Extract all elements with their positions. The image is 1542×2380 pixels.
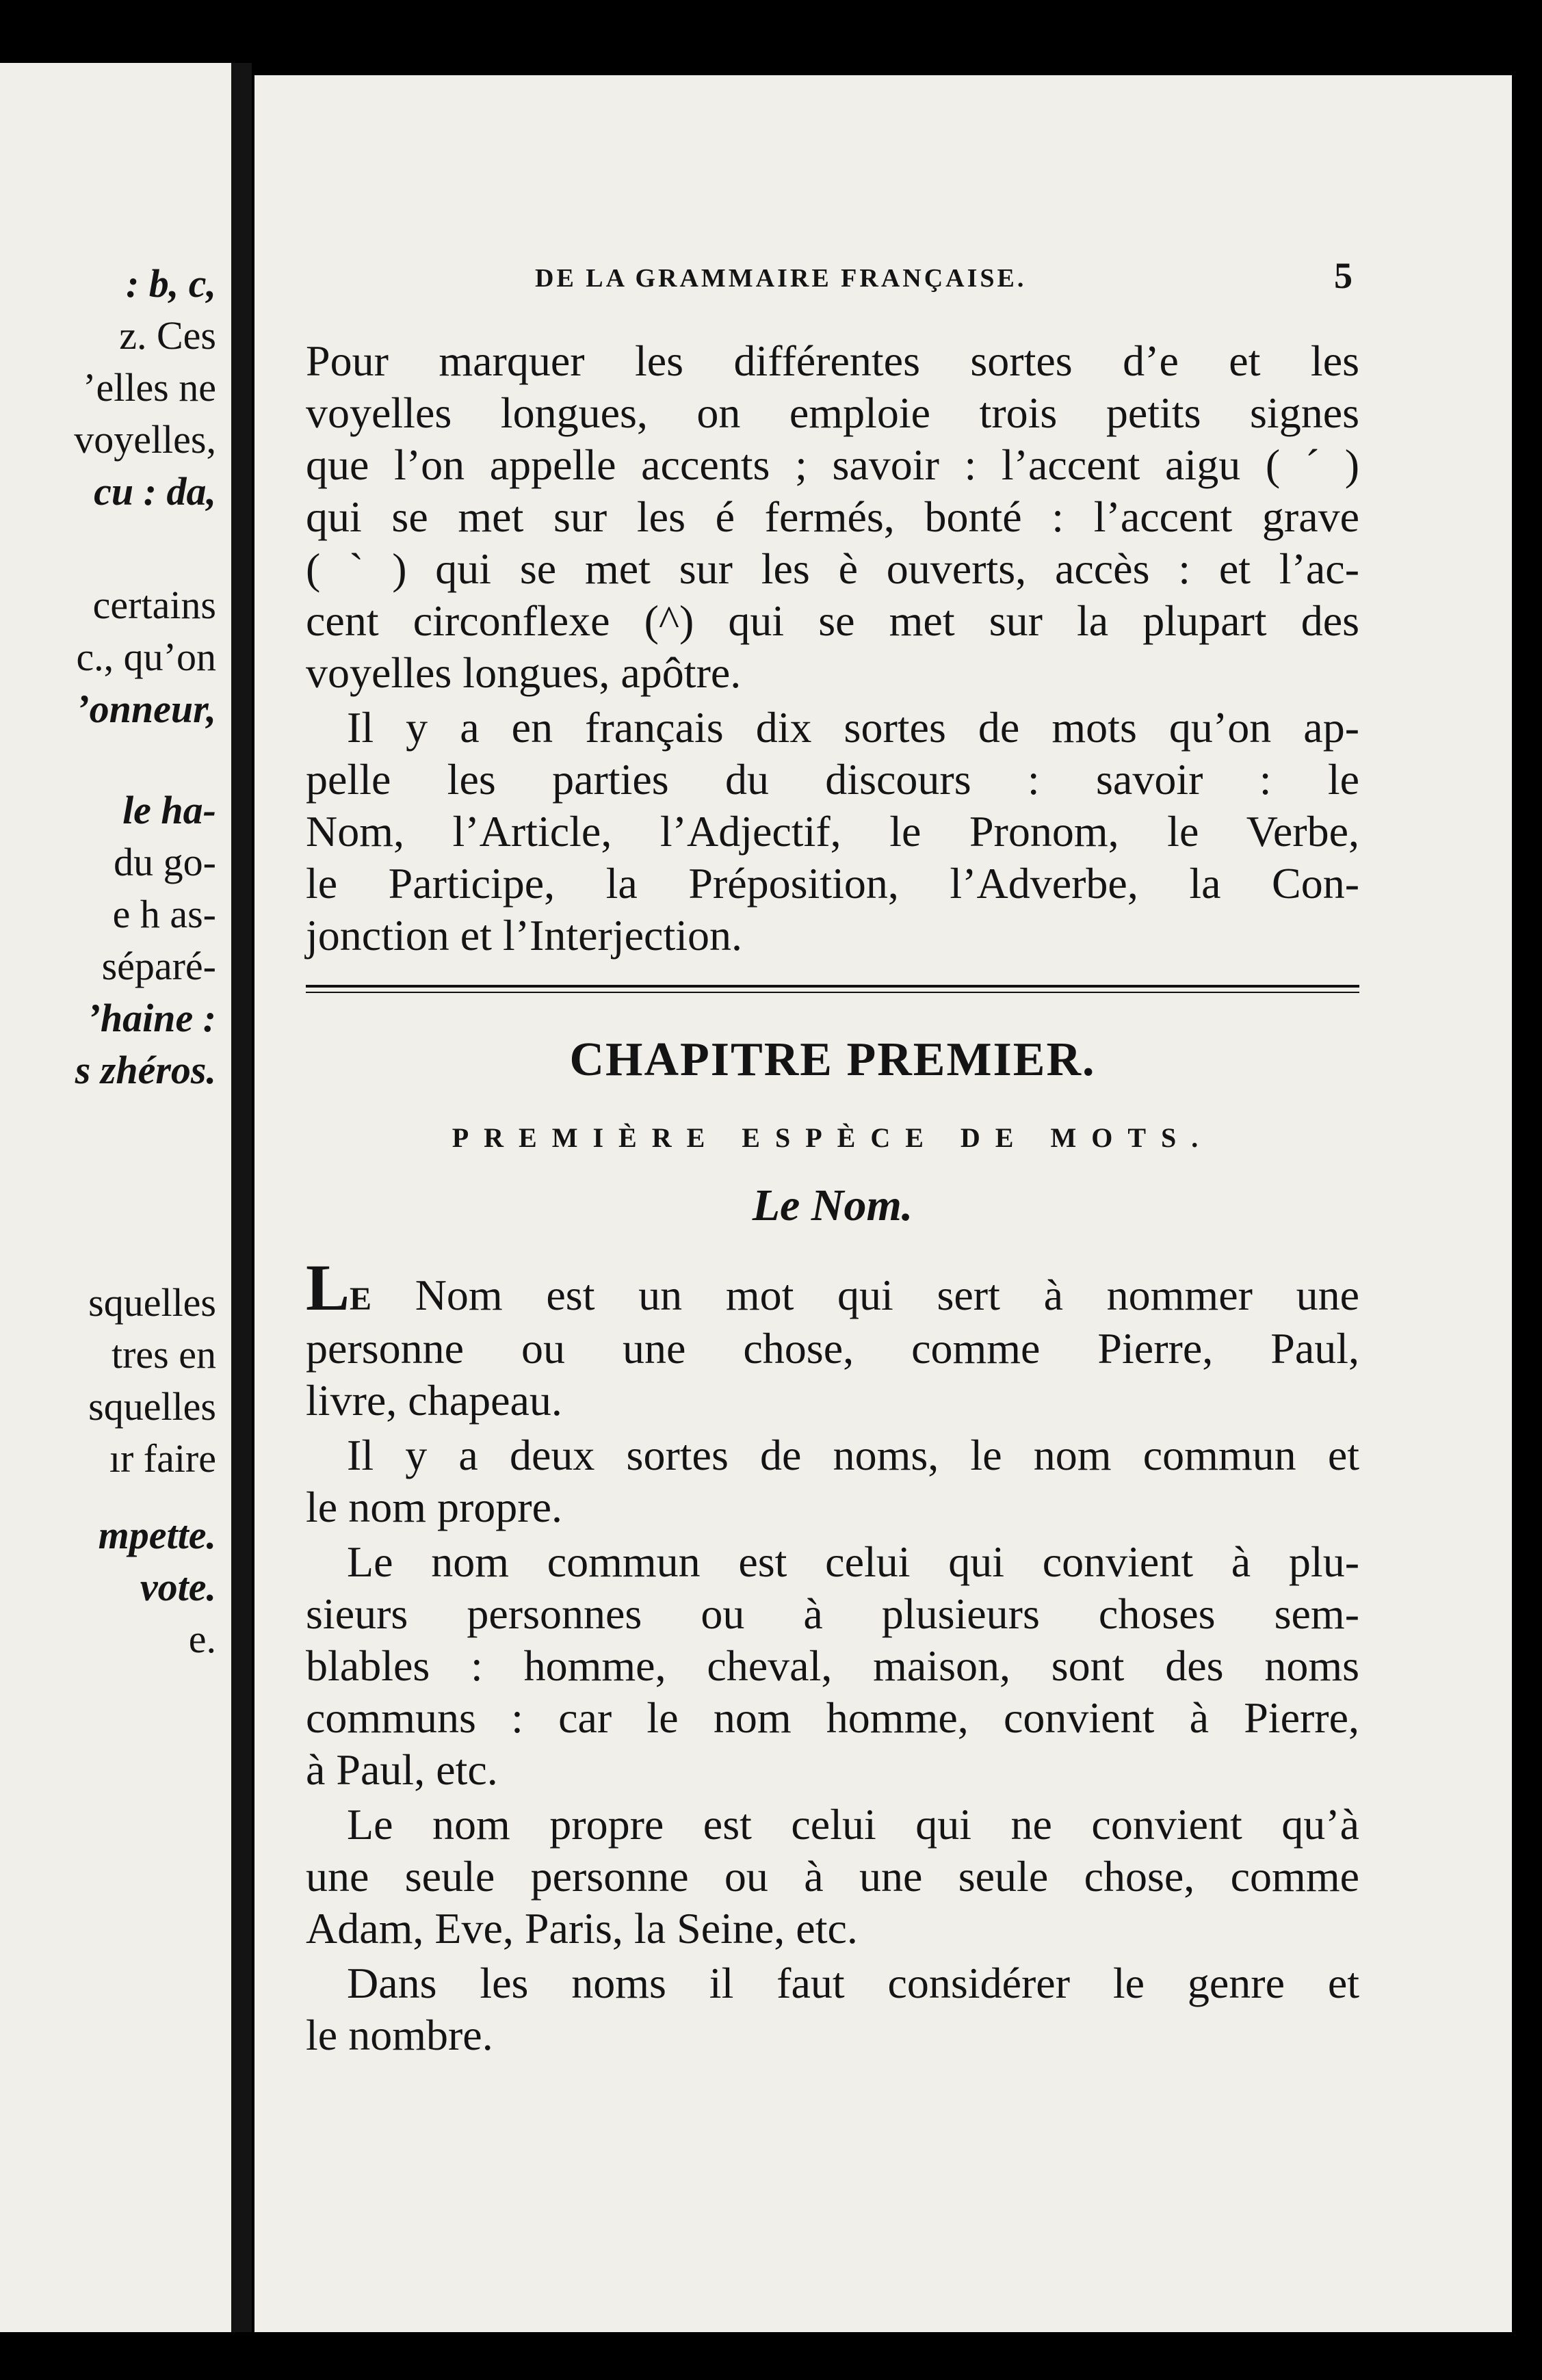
para1-line: ( ` ) qui se met sur les è ouverts, accès : et l’ac-: [306, 544, 1359, 593]
left-page-fragment: du go-: [114, 840, 216, 884]
page-number: 5: [1334, 255, 1352, 296]
left-page-fragment: tres en: [112, 1332, 216, 1377]
left-page-fragment: ’onneur,: [76, 687, 216, 731]
para1-line: Pour marquer les différentes sortes d’e et les: [306, 336, 1359, 385]
para5-line: sieurs personnes ou à plusieurs choses sem-: [306, 1589, 1359, 1638]
section-title: Le Nom.: [752, 1180, 913, 1230]
para6-line: Le nom propre est celui qui ne convient qu’à: [347, 1800, 1359, 1849]
right-page: [254, 75, 1512, 2332]
left-page-fragment: certains: [92, 583, 216, 627]
left-page-fragment: le ha-: [122, 788, 216, 832]
para2-line: pelle les parties du discours : savoir : le: [306, 755, 1359, 804]
para7-line: le nombre.: [306, 2011, 493, 2059]
section-rule: [306, 985, 1359, 993]
para1-line: voyelles longues, apôtre.: [306, 648, 742, 697]
left-page: [0, 63, 231, 2332]
left-page-fragment: z. Ces: [119, 313, 216, 358]
para1-line: cent circonflexe (^) qui se met sur la plupart des: [306, 596, 1359, 645]
left-page-fragment: squelles: [88, 1384, 216, 1429]
para5-line: blables : homme, cheval, maison, sont des noms: [306, 1641, 1359, 1690]
running-head: DE LA GRAMMAIRE FRANÇAISE.: [535, 264, 1027, 293]
para3-line: personne ou une chose, comme Pierre, Paul,: [306, 1324, 1359, 1373]
left-page-fragment: s zhéros.: [75, 1048, 216, 1092]
left-page-fragment: vote.: [140, 1565, 216, 1609]
left-page-fragment: : b, c,: [125, 261, 216, 306]
para1-line: que l’on appelle accents ; savoir : l’accent aigu ( ´ ): [306, 440, 1359, 489]
para5-line: Le nom commun est celui qui convient à plu-: [347, 1537, 1359, 1586]
book-gutter: [231, 63, 252, 2332]
left-page-fragment: ’elles ne: [83, 365, 216, 410]
chapter-subtitle: PREMIÈRE ESPÈCE DE MOTS.: [452, 1122, 1214, 1153]
chapter-title: CHAPITRE PREMIER.: [569, 1033, 1096, 1086]
left-page-fragment: e h as-: [112, 892, 216, 936]
left-page-fragment: voyelles,: [74, 417, 216, 462]
left-page-fragment: squelles: [88, 1280, 216, 1325]
para1-line: qui se met sur les é fermés, bonté : l’accent grave: [306, 492, 1359, 541]
left-page-fragment: e.: [188, 1617, 216, 1661]
para5-line: à Paul, etc.: [306, 1745, 498, 1794]
para4-line: le nom propre.: [306, 1483, 562, 1531]
drop-cap: L: [306, 1251, 350, 1324]
para7-line: Dans les noms il faut considérer le genre et: [347, 1959, 1359, 2007]
para6-line: une seule personne ou à une seule chose, comme: [306, 1852, 1359, 1901]
para2-line: jonction et l’Interjection.: [306, 911, 742, 960]
para3-line: livre, chapeau.: [306, 1376, 562, 1425]
left-page-fragment: ır faire: [109, 1436, 216, 1481]
small-cap: E: [350, 1281, 372, 1317]
para2-line: Il y a en français dix sortes de mots qu’on ap-: [347, 703, 1359, 752]
para3-line-text: Nom est un mot qui sert à nommer une: [371, 1271, 1359, 1319]
para4-line: Il y a deux sortes de noms, le nom commun et: [347, 1431, 1359, 1479]
left-page-fragment: cu : da,: [94, 469, 216, 514]
para1-line: voyelles longues, on emploie trois petits signes: [306, 388, 1359, 437]
left-page-fragment: mpette.: [98, 1513, 216, 1557]
para6-line: Adam, Eve, Paris, la Seine, etc.: [306, 1904, 858, 1953]
left-page-fragment: ’haine :: [87, 996, 216, 1040]
para2-line: le Participe, la Préposition, l’Adverbe, la Con-: [306, 859, 1359, 908]
left-page-fragment: c., qu’on: [76, 635, 216, 679]
para3-first-line: [306, 1251, 1359, 1325]
left-page-fragment: séparé-: [101, 944, 216, 988]
para5-line: communs : car le nom homme, convient à Pierre,: [306, 1693, 1359, 1742]
para2-line: Nom, l’Article, l’Adjectif, le Pronom, le Verbe,: [306, 807, 1359, 856]
